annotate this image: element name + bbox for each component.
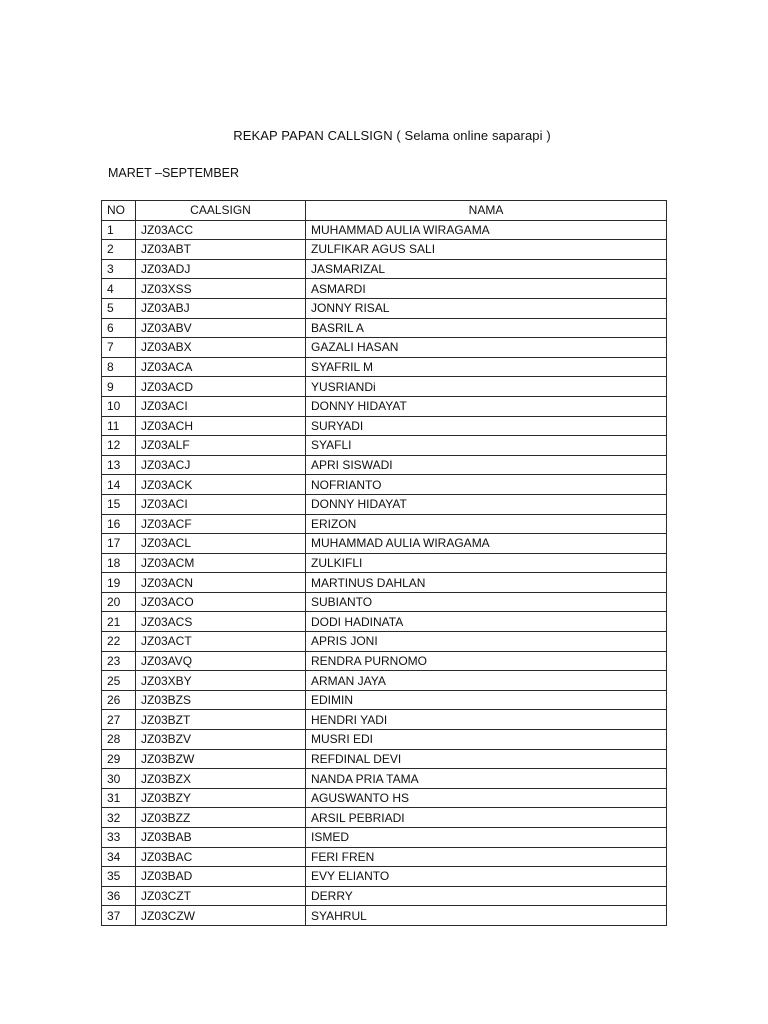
name-cell: EVY ELIANTO <box>306 867 667 887</box>
callsign-cell: JZ03ACH <box>136 416 306 436</box>
row-number-cell: 1 <box>102 220 136 240</box>
callsign-cell: JZ03BZV <box>136 730 306 750</box>
header-callsign: CAALSIGN <box>136 201 306 221</box>
name-cell: DODI HADINATA <box>306 612 667 632</box>
table-row <box>102 906 667 926</box>
name-cell: ZULFIKAR AGUS SALI <box>306 240 667 260</box>
table-row <box>102 220 667 240</box>
callsign-cell: JZ03BZW <box>136 749 306 769</box>
callsign-cell: JZ03ACI <box>136 396 306 416</box>
callsign-cell: JZ03XSS <box>136 279 306 299</box>
callsign-cell: JZ03ACF <box>136 514 306 534</box>
row-number-cell: 30 <box>102 769 136 789</box>
callsign-cell: JZ03ACT <box>136 632 306 652</box>
row-number-cell: 9 <box>102 377 136 397</box>
name-cell: NANDA PRIA TAMA <box>306 769 667 789</box>
row-number-cell: 2 <box>102 240 136 260</box>
table-row <box>102 416 667 436</box>
row-number-cell: 35 <box>102 867 136 887</box>
name-cell: MARTINUS DAHLAN <box>306 573 667 593</box>
table-row <box>102 867 667 887</box>
table-row <box>102 338 667 358</box>
table-row <box>102 671 667 691</box>
name-cell: ARMAN JAYA <box>306 671 667 691</box>
table-row <box>102 377 667 397</box>
table-row <box>102 769 667 789</box>
table-row <box>102 847 667 867</box>
name-cell: DERRY <box>306 886 667 906</box>
name-cell: NOFRIANTO <box>306 475 667 495</box>
table-row <box>102 828 667 848</box>
table-row <box>102 396 667 416</box>
name-cell: REFDINAL DEVI <box>306 749 667 769</box>
table-row <box>102 455 667 475</box>
name-cell: MUSRI EDI <box>306 730 667 750</box>
row-number-cell: 32 <box>102 808 136 828</box>
callsign-cell: JZ03ACS <box>136 612 306 632</box>
callsign-cell: JZ03ACJ <box>136 455 306 475</box>
callsign-cell: JZ03BAC <box>136 847 306 867</box>
callsign-cell: JZ03BZT <box>136 710 306 730</box>
table-row <box>102 651 667 671</box>
period-label: MARET –SEPTEMBER <box>108 166 240 180</box>
name-cell: RENDRA PURNOMO <box>306 651 667 671</box>
table-row <box>102 749 667 769</box>
name-cell: EDIMIN <box>306 690 667 710</box>
name-cell: APRIS JONI <box>306 632 667 652</box>
row-number-cell: 34 <box>102 847 136 867</box>
table-row <box>102 730 667 750</box>
callsign-cell: JZ03BZZ <box>136 808 306 828</box>
callsign-cell: JZ03ACI <box>136 494 306 514</box>
name-cell: DONNY HIDAYAT <box>306 494 667 514</box>
row-number-cell: 12 <box>102 436 136 456</box>
row-number-cell: 11 <box>102 416 136 436</box>
document-title: REKAP PAPAN CALLSIGN ( Selama online saparapi ) <box>233 128 551 143</box>
callsign-cell: JZ03ALF <box>136 436 306 456</box>
name-cell: SYAFRIL M <box>306 357 667 377</box>
table-row <box>102 553 667 573</box>
row-number-cell: 15 <box>102 494 136 514</box>
row-number-cell: 6 <box>102 318 136 338</box>
table-row <box>102 240 667 260</box>
name-cell: GAZALI HASAN <box>306 338 667 358</box>
table-row <box>102 475 667 495</box>
callsign-cell: JZ03AVQ <box>136 651 306 671</box>
row-number-cell: 27 <box>102 710 136 730</box>
row-number-cell: 29 <box>102 749 136 769</box>
row-number-cell: 26 <box>102 690 136 710</box>
callsign-cell: JZ03BAB <box>136 828 306 848</box>
name-cell: BASRIL A <box>306 318 667 338</box>
table-row <box>102 690 667 710</box>
row-number-cell: 23 <box>102 651 136 671</box>
name-cell: FERI FREN <box>306 847 667 867</box>
row-number-cell: 22 <box>102 632 136 652</box>
row-number-cell: 16 <box>102 514 136 534</box>
name-cell: APRI SISWADI <box>306 455 667 475</box>
table-header <box>102 201 667 221</box>
name-cell: SYAFLI <box>306 436 667 456</box>
table-body <box>102 220 667 925</box>
row-number-cell: 10 <box>102 396 136 416</box>
callsign-cell: JZ03ACL <box>136 534 306 554</box>
callsign-cell: JZ03ACK <box>136 475 306 495</box>
name-cell: JONNY RISAL <box>306 298 667 318</box>
callsign-cell: JZ03ACC <box>136 220 306 240</box>
name-cell: MUHAMMAD AULIA WIRAGAMA <box>306 534 667 554</box>
table-row <box>102 808 667 828</box>
table-row <box>102 279 667 299</box>
name-cell: MUHAMMAD AULIA WIRAGAMA <box>306 220 667 240</box>
name-cell: SUBIANTO <box>306 592 667 612</box>
row-number-cell: 14 <box>102 475 136 495</box>
table-row <box>102 298 667 318</box>
table-row <box>102 357 667 377</box>
row-number-cell: 19 <box>102 573 136 593</box>
header-no: NO <box>102 201 136 221</box>
row-number-cell: 28 <box>102 730 136 750</box>
callsign-cell: JZ03BZS <box>136 690 306 710</box>
table-row <box>102 592 667 612</box>
row-number-cell: 18 <box>102 553 136 573</box>
row-number-cell: 33 <box>102 828 136 848</box>
callsign-cell: JZ03ABV <box>136 318 306 338</box>
table-row <box>102 710 667 730</box>
table-row <box>102 436 667 456</box>
row-number-cell: 21 <box>102 612 136 632</box>
table-row <box>102 514 667 534</box>
table-row <box>102 259 667 279</box>
name-cell: DONNY HIDAYAT <box>306 396 667 416</box>
row-number-cell: 17 <box>102 534 136 554</box>
callsign-cell: JZ03XBY <box>136 671 306 691</box>
row-number-cell: 13 <box>102 455 136 475</box>
table-row <box>102 318 667 338</box>
callsign-cell: JZ03ACA <box>136 357 306 377</box>
name-cell: SYAHRUL <box>306 906 667 926</box>
callsign-cell: JZ03ADJ <box>136 259 306 279</box>
callsign-cell: JZ03CZW <box>136 906 306 926</box>
name-cell: ERIZON <box>306 514 667 534</box>
callsign-cell: JZ03BAD <box>136 867 306 887</box>
name-cell: ASMARDI <box>306 279 667 299</box>
callsign-cell: JZ03ABJ <box>136 298 306 318</box>
name-cell: HENDRI YADI <box>306 710 667 730</box>
name-cell: ZULKIFLI <box>306 553 667 573</box>
callsign-cell: JZ03ACD <box>136 377 306 397</box>
table-row <box>102 632 667 652</box>
table-row <box>102 573 667 593</box>
row-number-cell: 7 <box>102 338 136 358</box>
row-number-cell: 31 <box>102 788 136 808</box>
row-number-cell: 36 <box>102 886 136 906</box>
table-row <box>102 612 667 632</box>
row-number-cell: 8 <box>102 357 136 377</box>
row-number-cell: 3 <box>102 259 136 279</box>
callsign-cell: JZ03ACN <box>136 573 306 593</box>
row-number-cell: 20 <box>102 592 136 612</box>
callsign-cell: JZ03ABX <box>136 338 306 358</box>
name-cell: AGUSWANTO HS <box>306 788 667 808</box>
row-number-cell: 37 <box>102 906 136 926</box>
name-cell: ISMED <box>306 828 667 848</box>
name-cell: YUSRIANDi <box>306 377 667 397</box>
header-name: NAMA <box>306 201 667 221</box>
callsign-cell: JZ03BZY <box>136 788 306 808</box>
name-cell: ARSIL PEBRIADI <box>306 808 667 828</box>
callsign-cell: JZ03ACO <box>136 592 306 612</box>
table-row <box>102 788 667 808</box>
callsign-cell: JZ03BZX <box>136 769 306 789</box>
callsign-table <box>101 200 667 926</box>
row-number-cell: 5 <box>102 298 136 318</box>
table-row <box>102 534 667 554</box>
header-row <box>102 201 667 221</box>
table-row <box>102 494 667 514</box>
callsign-cell: JZ03ABT <box>136 240 306 260</box>
callsign-cell: JZ03ACM <box>136 553 306 573</box>
row-number-cell: 25 <box>102 671 136 691</box>
name-cell: JASMARIZAL <box>306 259 667 279</box>
table-row <box>102 886 667 906</box>
row-number-cell: 4 <box>102 279 136 299</box>
name-cell: SURYADI <box>306 416 667 436</box>
callsign-cell: JZ03CZT <box>136 886 306 906</box>
